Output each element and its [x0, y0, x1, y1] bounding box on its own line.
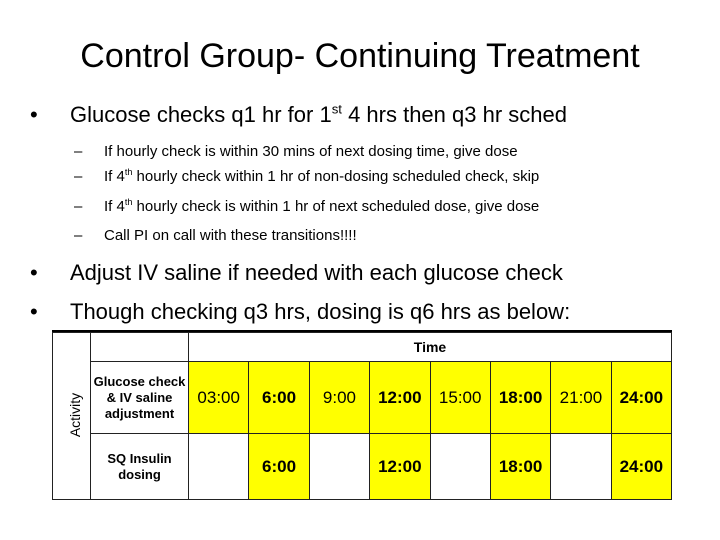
- schedule-table: [52, 332, 672, 500]
- bullet-glucose-checks: [30, 100, 567, 130]
- schedule-table-wrap: [52, 330, 672, 500]
- sub-item-4: [74, 225, 357, 247]
- bullet-adjust-iv: [30, 258, 563, 288]
- bullet-dosing: [30, 297, 570, 327]
- insulin-time-cell: [189, 434, 249, 500]
- glucose-time-cell: 18:00: [490, 362, 550, 434]
- glucose-time-cell: 03:00: [189, 362, 249, 434]
- glucose-time-cell: 9:00: [309, 362, 369, 434]
- glucose-time-cell: 15:00: [430, 362, 490, 434]
- bullet1-text-start: Glucose checks q1 hr for 1: [70, 102, 332, 127]
- activity-label: Activity: [67, 392, 84, 438]
- sub-item-3: [74, 196, 539, 218]
- insulin-time-cell: [309, 434, 369, 500]
- sub-item-1-text: If hourly check is within 30 mins of next dosing time, give dose: [104, 143, 518, 160]
- insulin-time-cell: 24:00: [611, 434, 671, 500]
- dash-marker: –: [74, 168, 83, 185]
- corner-cell: [91, 333, 189, 362]
- bullet1-sup: st: [331, 101, 342, 117]
- dash-marker: –: [74, 143, 83, 160]
- glucose-time-cell: 12:00: [370, 362, 430, 434]
- bullet-marker: •: [30, 260, 38, 285]
- bullet3-text: Though checking q3 hrs, dosing is q6 hrs as below:: [70, 299, 571, 324]
- slide-title: Control Group- Continuing Treatment: [80, 37, 640, 75]
- bullet2-text: Adjust IV saline if needed with each glucose check: [70, 260, 563, 285]
- sub-item-2-text-end: hourly check within 1 hr of non-dosing scheduled check, skip: [132, 168, 540, 185]
- dash-marker: –: [74, 198, 83, 215]
- glucose-time-cell: 21:00: [551, 362, 611, 434]
- insulin-time-cell: [551, 434, 611, 500]
- bullet1-text-end: 4 hrs then q3 hr sched: [341, 102, 567, 127]
- bullet-marker: •: [30, 102, 38, 127]
- sub-item-2-text-start: If 4: [104, 168, 125, 185]
- bullet-marker: •: [30, 299, 38, 324]
- sub-item-3-text-end: hourly check is within 1 hr of next scheduled dose, give dose: [132, 198, 540, 215]
- sub-item-1: [74, 141, 518, 163]
- insulin-time-cell: [430, 434, 490, 500]
- sub-item-2: [74, 166, 539, 188]
- insulin-time-cell: 18:00: [490, 434, 550, 500]
- glucose-time-cell: 6:00: [249, 362, 309, 434]
- row-label-insulin-dosing: SQ Insulin dosing: [91, 434, 189, 500]
- glucose-time-cell: 24:00: [611, 362, 671, 434]
- sub-item-2-sup: th: [124, 167, 133, 177]
- time-header: Time: [189, 333, 672, 362]
- sub-item-4-text: Call PI on call with these transitions!!!!: [104, 227, 357, 244]
- sub-item-3-text-start: If 4: [104, 198, 125, 215]
- activity-label-cell: [53, 333, 91, 500]
- insulin-time-cell: 6:00: [249, 434, 309, 500]
- dash-marker: –: [74, 227, 83, 244]
- sub-item-3-sup: th: [124, 197, 133, 207]
- row-label-glucose-check: Glucose check & IV saline adjustment: [91, 362, 189, 434]
- insulin-time-cell: 12:00: [370, 434, 430, 500]
